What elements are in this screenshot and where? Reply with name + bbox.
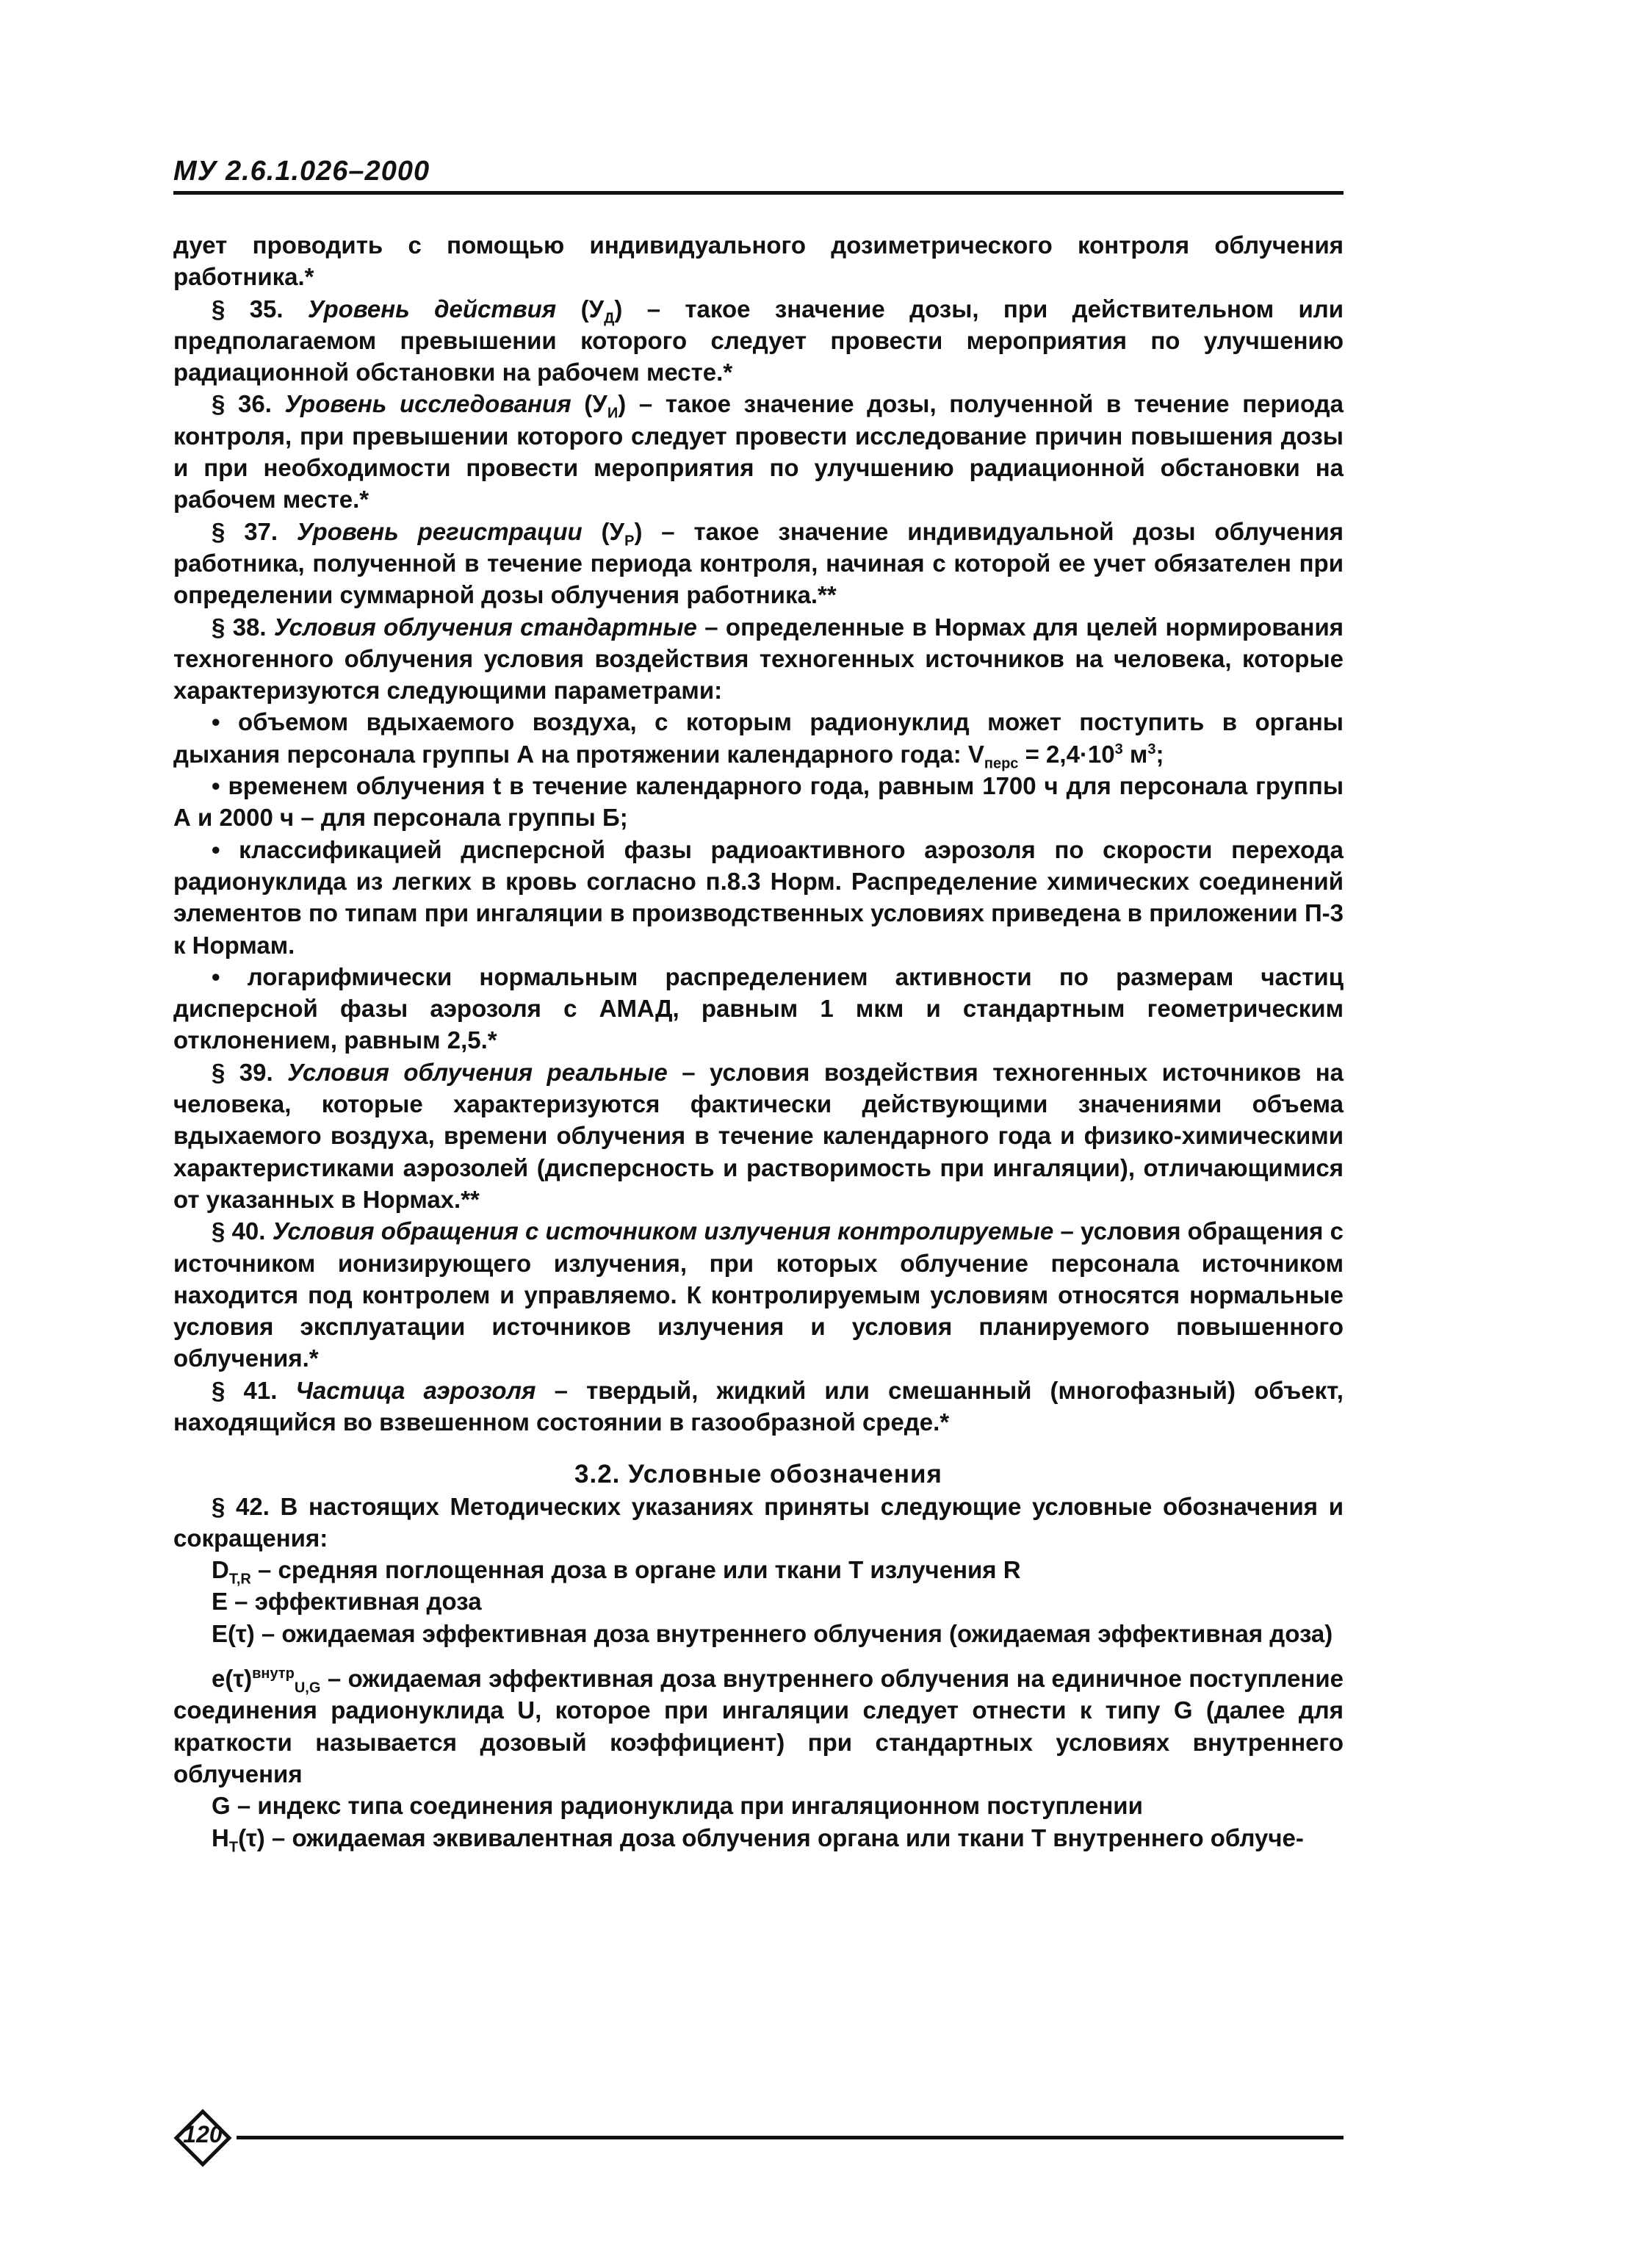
- definition-g: G – индекс типа соединения радионуклида при ингаляционном поступлении: [212, 1792, 1143, 1820]
- page-number: 120: [183, 2121, 223, 2148]
- definition-e: E – эффективная доза: [212, 1588, 482, 1616]
- paragraph-36: § 36. Уровень исследования $(У_И)$ – такое значение дозы, полученной в течение периода контроля, при превышении которого следует провести исследование причин повышения дозы и при необходимости провести мероприятия по улучшению радиационной обстановки на рабочем месте.*: [173, 390, 1344, 514]
- footer-rule: [237, 2136, 1344, 2139]
- paragraph-38: § 38. Условия облучения стандартные – определенные в Нормах для целей нормирования техногенного облучения условия воздействия техногенных источников на человека, которые характеризуются следующими параметрами:: [173, 613, 1344, 705]
- section-heading: 3.2. Условные обозначения: [574, 1460, 942, 1489]
- spacer: [173, 1649, 1344, 1663]
- definition-dose-coefficient: $e(\tau)^{внутр}_{U,G}$ – ожидаемая эффективная доза внутреннего облучения на единичное поступление соединения радионуклида U, которое при ингаляции следует отнести к типу G (далее для краткости называется дозовый коэффициент) при стандартных условиях внутреннего облучения: [173, 1665, 1344, 1788]
- bullet-distribution: • логарифмически нормальным распределением активности по размерам частиц дисперсной фазы аэрозоля с АМАД, равным 1 мкм и стандартным геометрическим отклонением, равным 2,5.*: [173, 962, 1344, 1054]
- paragraph-37: § 37. Уровень регистрации $(У_Р)$ – такое значение индивидуальной дозы облучения работника, полученной в течение периода контроля, начиная с которой ее учет обязателен при определении суммарной дозы облучения работника.**: [173, 517, 1344, 609]
- bullet-exposure-time: • временем облучения t в течение календарного года, равным 1700 ч для персонала группы А и 2000 ч – для персонала группы Б;: [173, 772, 1344, 832]
- definition-d: $D_{T,R}$ – средняя поглощенная доза в органе или ткани T излучения R: [212, 1556, 1021, 1588]
- paragraph-39: § 39. Условия облучения реальные – условия воздействия техногенных источников на человека, которые характеризуются фактически действующими значениями объема вдыхаемого воздуха, времени облучения в течение календарного года и физико-химическими характеристиками аэрозолей (дисперсность и растворимость при ингаляции), отличающимися от указанных в Нормах.**: [173, 1058, 1344, 1213]
- definition-e-tau: E(τ) – ожидаемая эффективная доза внутреннего облучения (ожидаемая эффективная доза): [212, 1619, 1333, 1647]
- paragraph-42: § 42. В настоящих Методических указаниях приняты следующие условные обозначения и сокращения:: [173, 1492, 1344, 1552]
- page-body: [173, 229, 1344, 1854]
- paragraph-40: § 40. Условия обращения с источником излучения контролируемые – условия обращения с источником ионизирующего излучения, при которых облучение персонала источником находится под контролем и управляемо. К контролируемым условиям относятся нормальные условия эксплуатации источников излучения и условия планируемого повышенного облучения.*: [173, 1217, 1344, 1372]
- definition-h: $H_T(\tau)$ – ожидаемая эквивалентная доза облучения органа или ткани T внутреннего облуче-: [212, 1824, 1304, 1856]
- paragraph-continuation: дует проводить с помощью индивидуального дозиметрического контроля облучения работника.*: [173, 231, 1344, 291]
- paragraph-35: § 35. Уровень действия $(У_Д)$ – такое значение дозы, при действительном или предполагаемом превышении которого следует провести мероприятия по улучшению радиационной обстановки на рабочем месте.*: [173, 295, 1344, 386]
- bullet-classification: • классификацией дисперсной фазы радиоактивного аэрозоля по скорости перехода радионуклида из легких в кровь согласно п.8.3 Норм. Распределение химических соединений элементов по типам при ингаляции в производственных условиях приведена в приложении П-3 к Нормам.: [173, 835, 1344, 959]
- document-code: МУ 2.6.1.026–2000: [173, 156, 430, 187]
- page-header: [173, 153, 1344, 195]
- paragraph-41: § 41. Частица аэрозоля – твердый, жидкий или смешанный (многофазный) объект, находящийся во взвешенном состоянии в газообразной среде.*: [173, 1376, 1344, 1436]
- bullet-air-volume: • объемом вдыхаемого воздуха, с которым радионуклид может поступить в органы дыхания персонала группы А на протяжении календарного года: $V_{перс} = 2,4\cdot 10^3$ $м^3$;: [173, 708, 1344, 772]
